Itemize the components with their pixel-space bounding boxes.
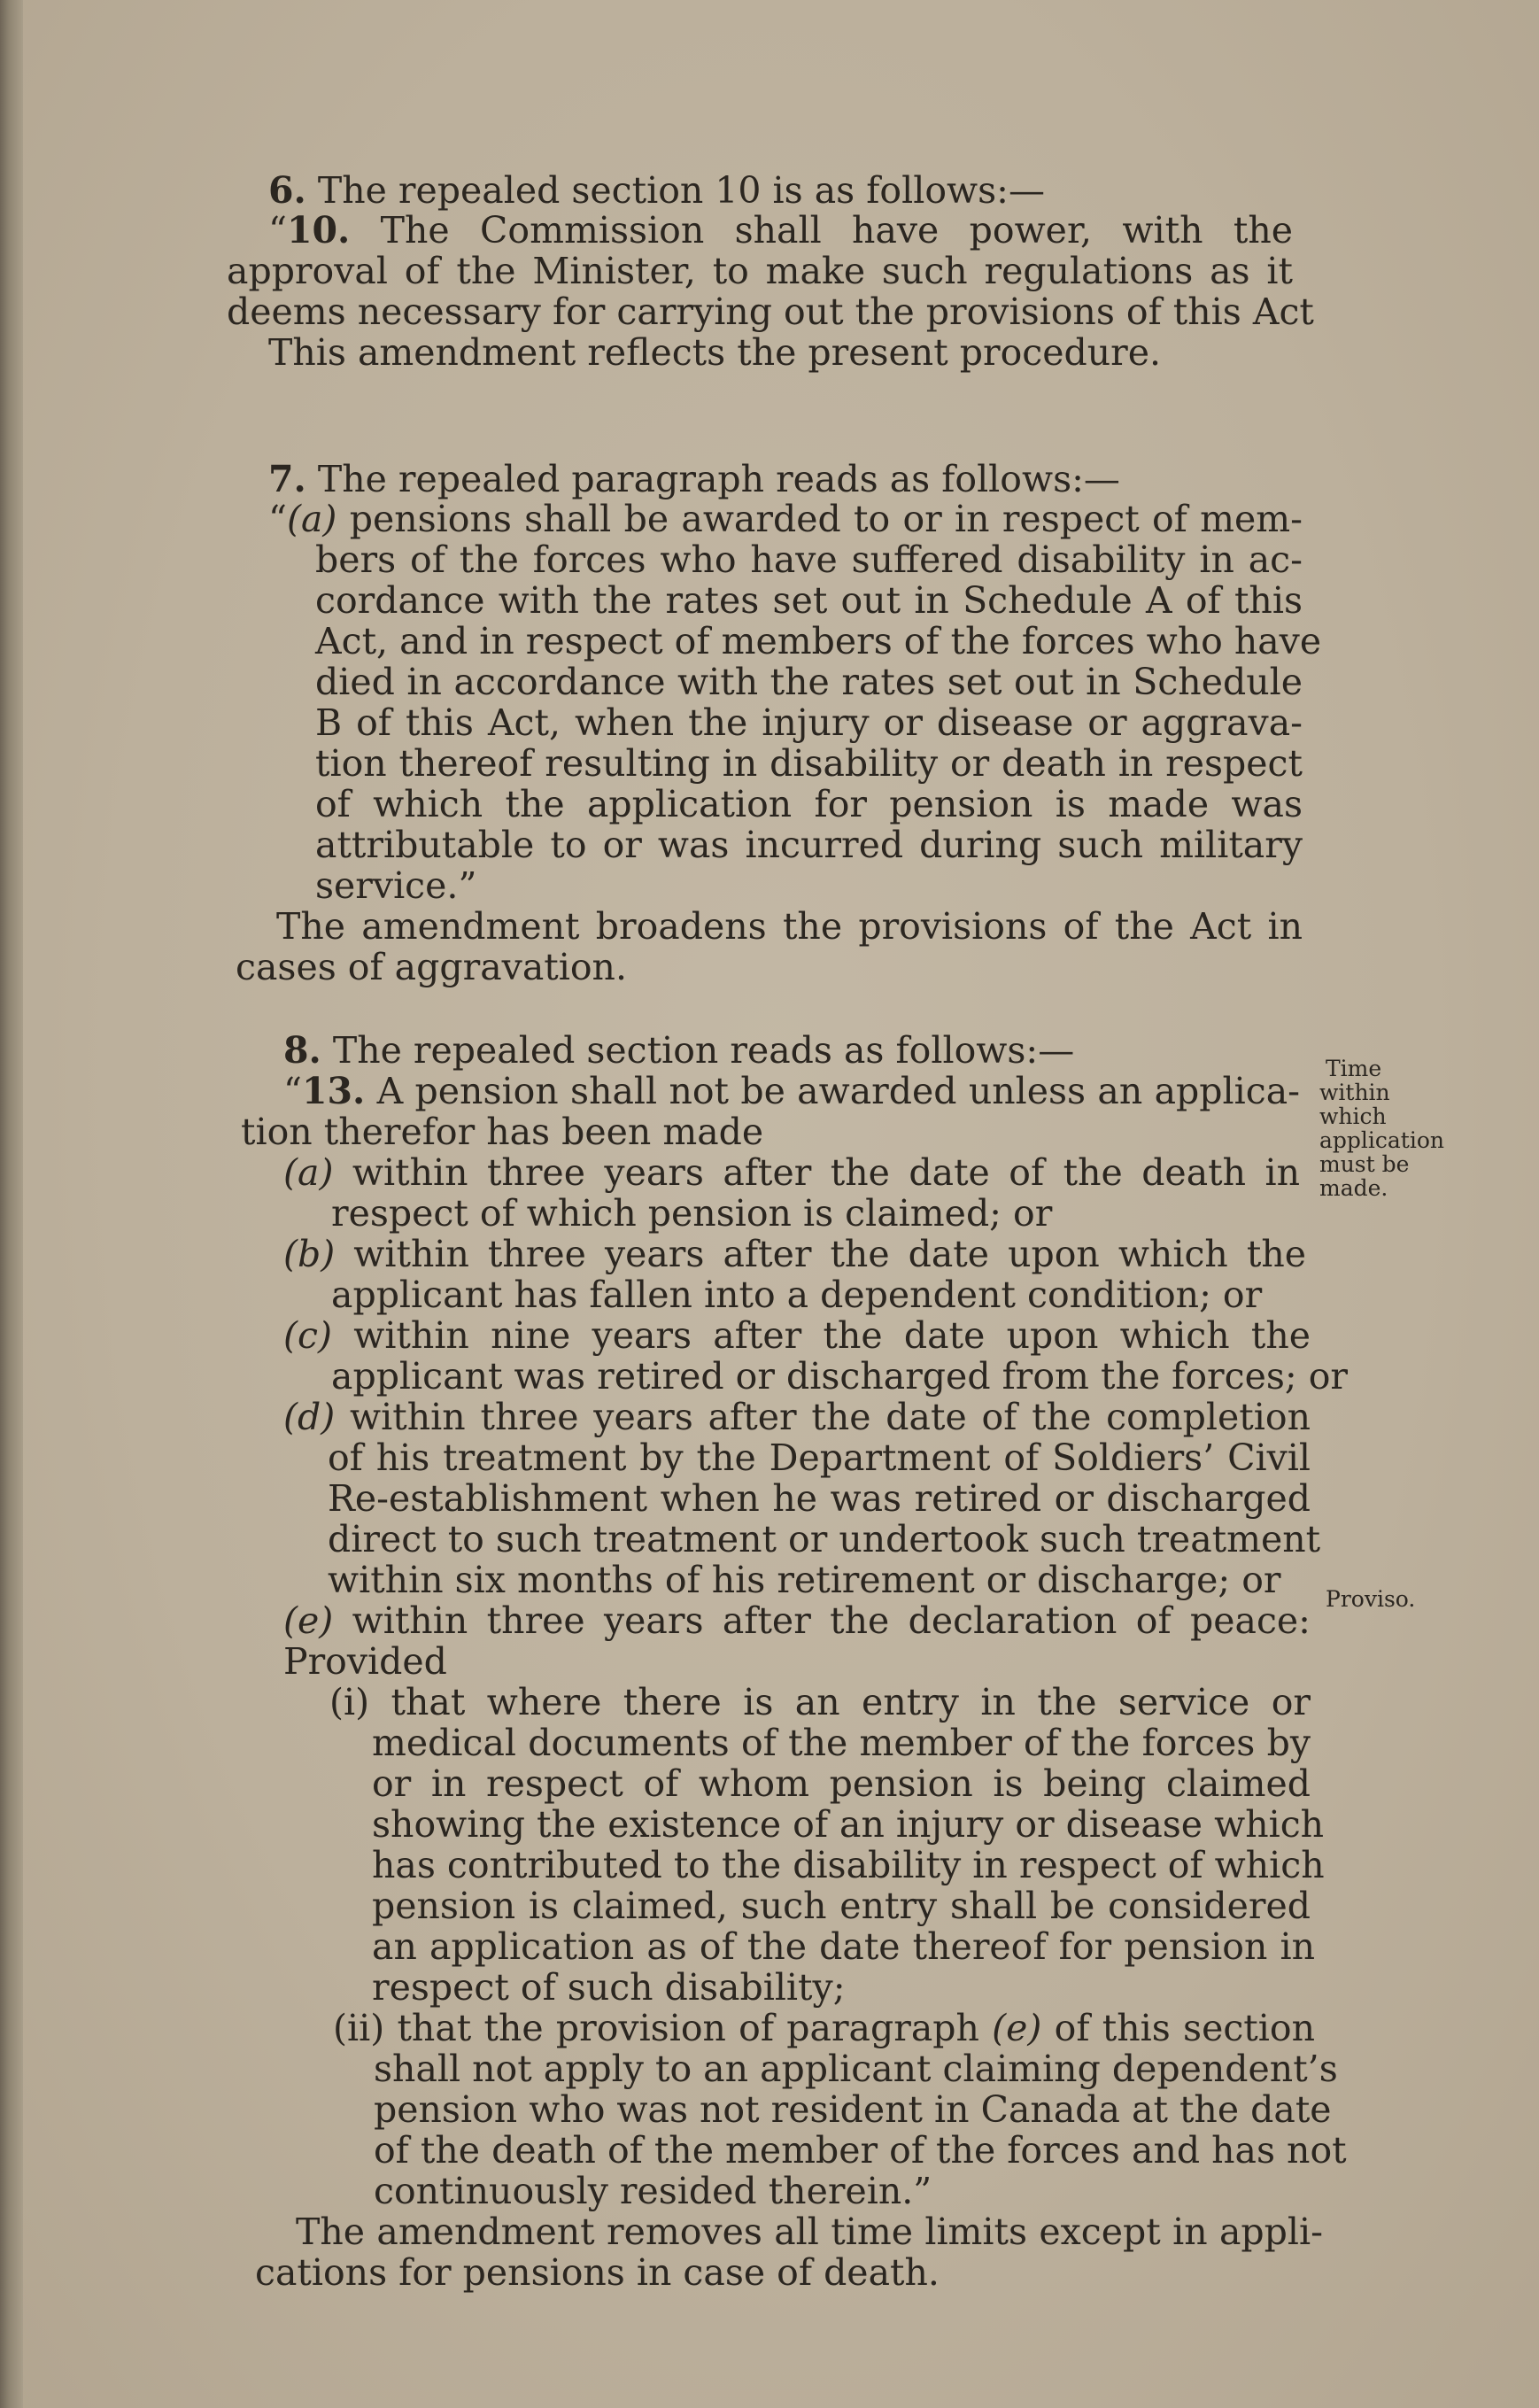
margin-note-line: made. (1319, 1175, 1388, 1201)
text-line: 8. The repealed section reads as follows:— (283, 1029, 1075, 1072)
text-line: an application as of the date thereof for pension in (372, 1925, 1315, 1968)
text-line: pension who was not resident in Canada at the date (374, 2088, 1332, 2131)
text-line: approval of the Minister, to make such regulations as it (227, 250, 1293, 292)
text-line: died in accordance with the rates set out in Schedule (315, 661, 1303, 703)
text-line: Re-establishment when he was retired or discharged (328, 1477, 1311, 1520)
text-line: respect of such disability; (372, 1966, 846, 2009)
text-line: bers of the forces who have suffered disability in ac- (315, 538, 1303, 581)
text-line: “(a) pensions shall be awarded to or in respect of mem- (268, 498, 1303, 540)
text-line: service.” (315, 864, 477, 907)
text-line: (d) within three years after the date of the completion (283, 1396, 1311, 1438)
text-line: shall not apply to an applicant claiming dependent’s (374, 2048, 1338, 2090)
margin-note-line: must be (1319, 1151, 1410, 1177)
text-line: (c) within nine years after the date upon which the (283, 1314, 1311, 1357)
text-line: applicant was retired or discharged from the forces; or (331, 1355, 1348, 1398)
text-line: Provided (283, 1640, 447, 1683)
text-line: “13. A pension shall not be awarded unless an applica- (283, 1070, 1300, 1112)
text-line: (e) within three years after the declaration of peace: (283, 1599, 1311, 1642)
text-line: (ii) that the provision of paragraph (e) of this section (333, 2007, 1315, 2049)
text-line: or in respect of whom pension is being claimed (372, 1762, 1311, 1805)
text-line: cations for pensions in case of death. (255, 2251, 940, 2294)
text-line: “10. The Commission shall have power, with the (268, 209, 1293, 252)
text-line: (b) within three years after the date upon which the (283, 1233, 1306, 1275)
text-line: This amendment reflects the present procedure. (268, 331, 1162, 374)
text-line: 6. The repealed section 10 is as follows:— (268, 169, 1045, 212)
text-line: 7. The repealed paragraph reads as follows:— (268, 458, 1120, 500)
text-line: medical documents of the member of the forces by (372, 1722, 1311, 1764)
text-line: cordance with the rates set out in Schedule A of this (315, 579, 1303, 622)
text-line: respect of which pension is claimed; or (331, 1192, 1053, 1235)
text-line: Act, and in respect of members of the forces who have (315, 620, 1322, 662)
text-line: attributable to or was incurred during such military (315, 824, 1303, 866)
text-line: deems necessary for carrying out the provisions of this Act (227, 290, 1314, 333)
text-line: pension is claimed, such entry shall be considered (372, 1885, 1311, 1927)
text-line: of his treatment by the Department of Soldiers’ Civil (328, 1436, 1311, 1479)
text-line: The amendment broadens the provisions of the Act in (276, 905, 1303, 948)
text-line: B of this Act, when the injury or disease or aggrava- (315, 701, 1303, 744)
page-binding-edge (0, 0, 23, 2408)
text-line: of which the application for pension is made was (315, 783, 1303, 825)
margin-note-line: Time (1326, 1056, 1382, 1081)
text-line: (i) that where there is an entry in the service or (329, 1681, 1311, 1723)
text-line: tion thereof resulting in disability or death in respect (315, 742, 1303, 785)
text-line: continuously resided therein.” (374, 2170, 932, 2212)
text-line: direct to such treatment or undertook such treatment (328, 1518, 1321, 1560)
margin-note-proviso: Proviso. (1326, 1586, 1416, 1612)
text-line: of the death of the member of the forces and has not (374, 2129, 1347, 2172)
text-line: tion therefor has been made (241, 1111, 764, 1153)
text-line: within six months of his retirement or discharge; or (328, 1559, 1281, 1601)
text-line: applicant has fallen into a dependent condition; or (331, 1274, 1263, 1316)
text-line: has contributed to the disability in respect of which (372, 1844, 1325, 1886)
margin-note-line: within (1319, 1080, 1390, 1105)
text-line: cases of aggravation. (236, 946, 627, 988)
text-line: showing the existence of an injury or disease which (372, 1803, 1325, 1846)
text-line: (a) within three years after the date of the death in (283, 1151, 1300, 1194)
margin-note-line: which (1319, 1103, 1387, 1129)
text-line: The amendment removes all time limits except in appli- (296, 2211, 1323, 2253)
margin-note-line: application (1319, 1127, 1445, 1153)
